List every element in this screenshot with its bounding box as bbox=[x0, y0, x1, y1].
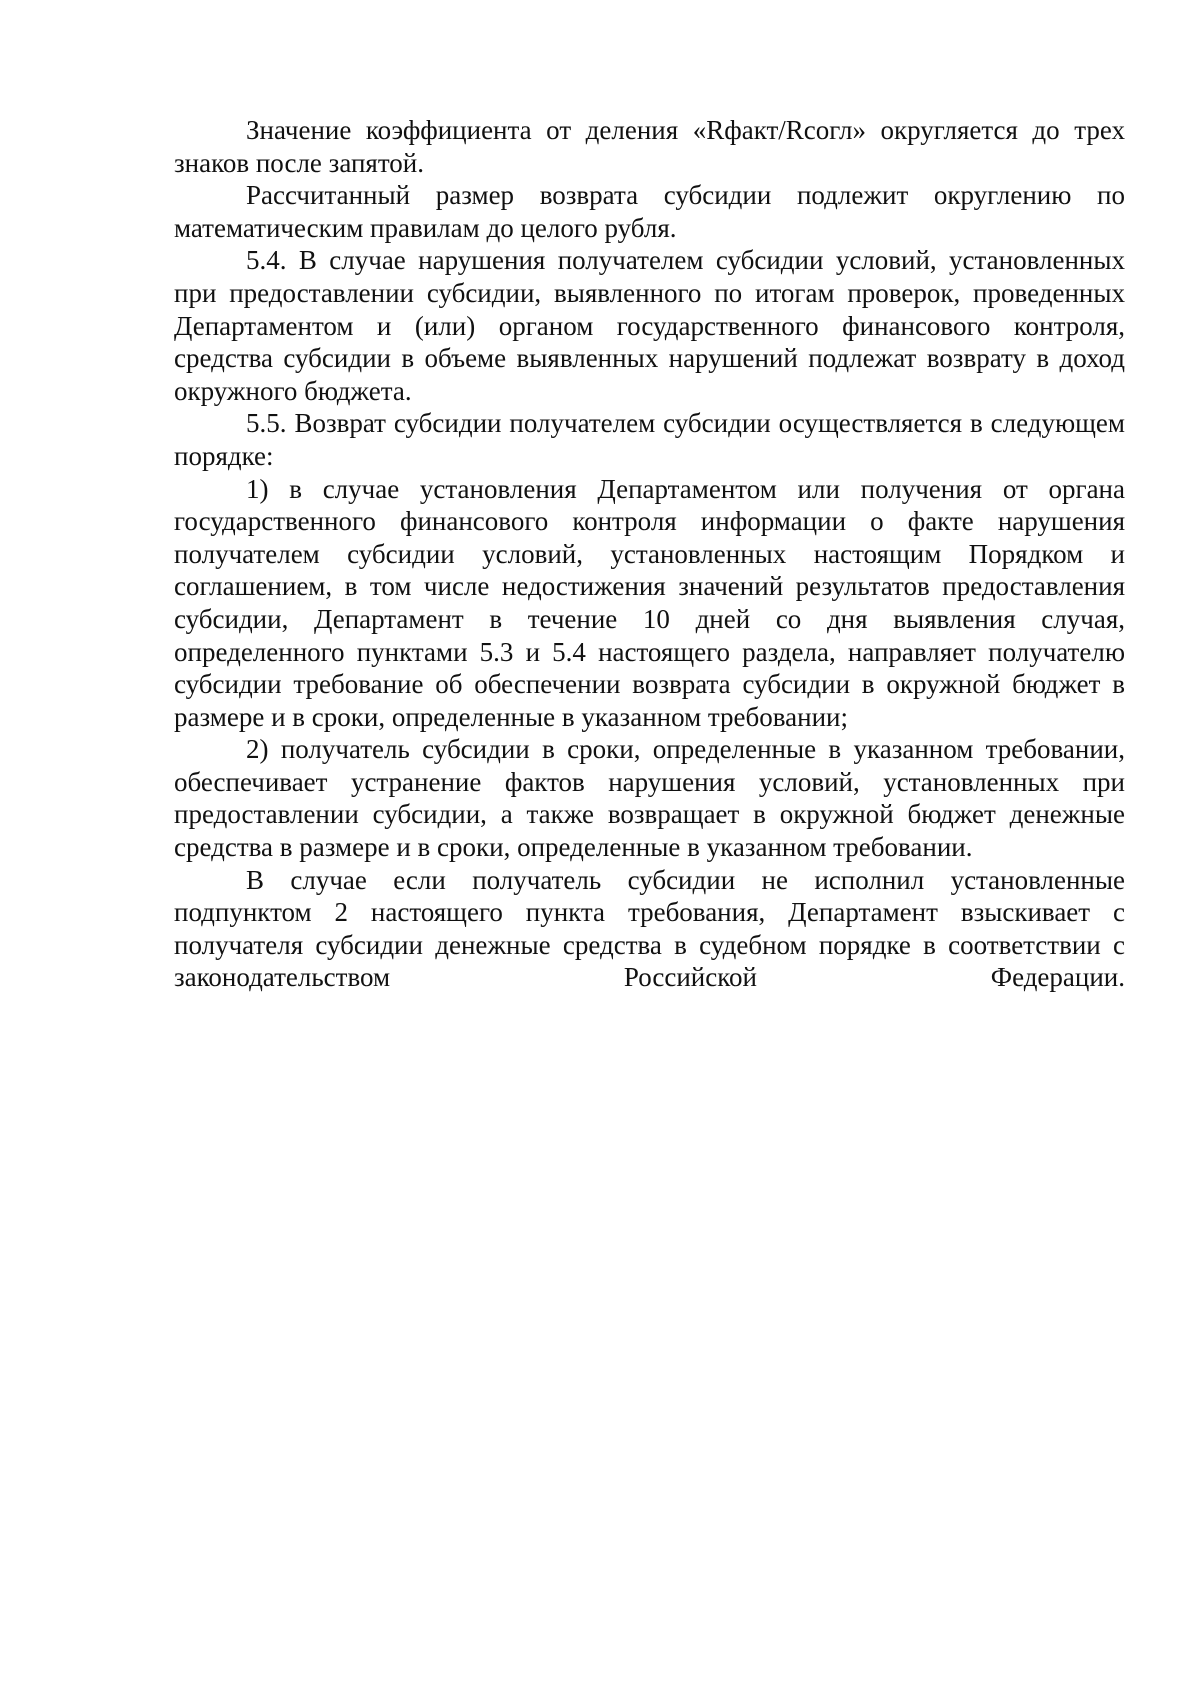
paragraph-5-5: 5.5. Возврат субсидии получателем субсидии осуществляется в следующем порядке: bbox=[174, 408, 1125, 471]
paragraph-item-1: 1) в случае установления Департаментом или получения от органа государственного финансового контроля информации о факте нарушения получателем субсидии условий, установленных настоящим Порядком и соглашением, в том числе недостижения значений результатов предоставления субсидии, Департамент в течение 10 дней со дня выявления случая, определенного пунктами 5.3 и 5.4 настоящего раздела, направляет получателю субсидии требование об обеспечении возврата субсидии в окружной бюджет в размере и в сроки, определенные в указанном требовании; bbox=[174, 473, 1125, 732]
paragraph-item-2: 2) получатель субсидии в сроки, определенные в указанном требовании, обеспечивает устранение фактов нарушения условий, установленных при предоставлении субсидии, а также возвращает в окружной бюджет денежные средства в размере и в сроки, определенные в указанном требовании. bbox=[174, 734, 1125, 863]
paragraph-recovery: В случае если получатель субсидии не исполнил установленные подпунктом 2 настоящего пункта требования, Департамент взыскивает с получателя субсидии денежные средства в судебном порядке в соответствии с законодательством Российской Федерации. bbox=[174, 864, 1125, 993]
paragraph-coefficient-rounding: Значение коэффициента от деления «Rфакт/Rсогл» округляется до трех знаков после запятой. bbox=[174, 115, 1125, 178]
paragraph-5-4: 5.4. В случае нарушения получателем субсидии условий, установленных при предоставлении субсидии, выявленного по итогам проверок, проведенных Департаментом и (или) органом государственного финансового контроля, средства субсидии в объеме выявленных нарушений подлежат возврату в доход окружного бюджета. bbox=[174, 245, 1125, 406]
paragraph-refund-rounding: Рассчитанный размер возврата субсидии подлежит округлению по математическим правилам до целого рубля. bbox=[174, 180, 1125, 243]
document-body bbox=[174, 114, 1125, 994]
